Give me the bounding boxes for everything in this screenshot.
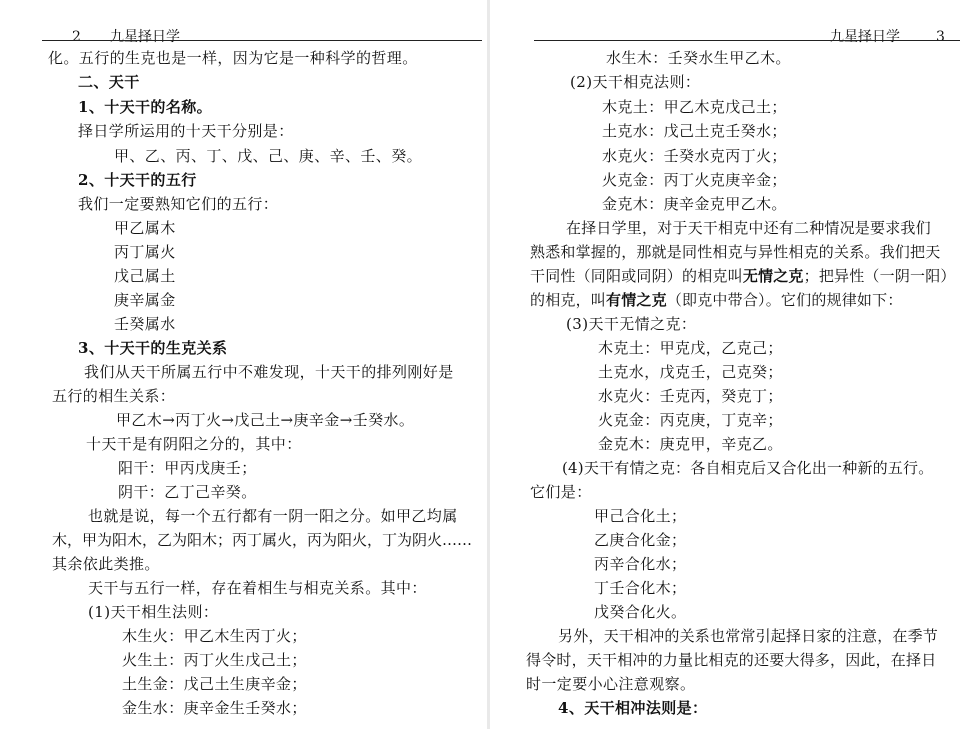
- list-item: 火克金：丙克庚，丁克辛；: [598, 411, 783, 429]
- text-line: 择日学所运用的十天干分别是：: [78, 122, 294, 140]
- text-line: 十天干是有阴阳之分的，其中：: [86, 435, 302, 453]
- list-item: 水生木：壬癸水生甲乙木。: [606, 49, 791, 67]
- text-line: 甲、乙、丙、丁、戊、己、庚、辛、壬、癸。: [114, 147, 423, 165]
- subsection-heading: 4、天干相冲法则是：: [558, 699, 708, 717]
- subsection-heading: 3、十天干的生克关系: [78, 339, 228, 357]
- list-item: 木克土：甲克戊，乙克己；: [598, 339, 783, 357]
- list-item: 土生金：戊己土生庚辛金；: [122, 675, 307, 693]
- text-line: 另外，天干相冲的关系也常常引起择日家的注意，在季节: [558, 627, 939, 645]
- list-item: 戊癸合化火。: [594, 603, 687, 621]
- text-line: (2)天干相克法则：: [570, 73, 701, 91]
- text-line: 在择日学里，对于天干相克中还有二种情况是要求我们: [566, 219, 931, 237]
- text-line: 甲乙木→丙丁火→戊己土→庚辛金→壬癸水。: [116, 411, 415, 429]
- list-item: 金生水：庚辛金生壬癸水；: [122, 699, 307, 717]
- text-run: ；把异性（一阴一阳）: [803, 267, 956, 285]
- list-item: 壬癸属水: [114, 315, 176, 333]
- list-item: 乙庚合化金；: [594, 531, 687, 549]
- list-item: 土克水，戊克壬，己克癸；: [598, 363, 783, 381]
- text-line: (1)天干相生法则：: [88, 603, 219, 621]
- text-line: [530, 290, 903, 312]
- page-number: 2: [72, 29, 81, 45]
- list-item: 阴干：乙丁己辛癸。: [118, 483, 257, 501]
- list-item: 火生土：丙丁火生戊己土；: [122, 651, 307, 669]
- section-heading: 二、天干: [78, 73, 140, 91]
- text-line: 木，甲为阳木，乙为阳木；丙丁属火，丙为阳火，丁为阴火……: [52, 531, 473, 549]
- list-item: 戊己属土: [114, 267, 176, 285]
- list-item: 火克金：丙丁火克庚辛金；: [602, 171, 787, 189]
- text-line: 化。五行的生克也是一样，因为它是一种科学的哲理。: [48, 49, 418, 67]
- text-line: 我们一定要熟知它们的五行：: [78, 195, 279, 213]
- text-line: 五行的相生关系：: [52, 387, 176, 405]
- list-item: 金克木：庚辛金克甲乙木。: [602, 195, 787, 213]
- text-line: (3)天干无情之克：: [566, 315, 697, 333]
- list-item: 庚辛属金: [114, 291, 176, 309]
- list-item: 木克土：甲乙木克戊己土；: [602, 98, 787, 116]
- text-run: 干同性（同阳或同阴）的相克叫: [530, 267, 743, 285]
- text-line: 天干与五行一样，存在着相生与相克关系。其中：: [88, 579, 427, 597]
- list-item: 木生火：甲乙木生丙丁火；: [122, 627, 307, 645]
- text-line: 时一定要小心注意观察。: [526, 675, 696, 693]
- left-page: [0, 0, 487, 729]
- page-number: 3: [936, 29, 945, 45]
- list-item: 金克木：庚克甲，辛克乙。: [598, 435, 783, 453]
- header-rule: [42, 40, 482, 41]
- subsection-heading: 1、十天干的名称。: [78, 98, 213, 116]
- list-item: 土克水：戊己土克壬癸水；: [602, 122, 787, 140]
- text-run: （即克中带合）。它们的规律如下：: [666, 291, 903, 309]
- bold-term: 无情之克: [742, 267, 804, 285]
- text-line: 也就是说，每一个五行都有一阴一阳之分。如甲乙均属: [88, 507, 458, 525]
- right-page: [490, 0, 979, 729]
- list-item: 甲己合化土；: [594, 507, 687, 525]
- list-item: 丙丁属火: [114, 243, 176, 261]
- list-item: 水克火：壬克丙，癸克丁；: [598, 387, 783, 405]
- list-item: 水克火：壬癸水克丙丁火；: [602, 147, 787, 165]
- list-item: 阳干：甲丙戊庚壬；: [118, 459, 257, 477]
- text-run: 的相克，叫: [530, 291, 607, 309]
- subsection-heading: 2、十天干的五行: [78, 171, 197, 189]
- text-line: (4)天干有情之克：各自相克后又合化出一种新的五行。: [562, 459, 934, 477]
- text-line: 我们从天干所属五行中不难发现，十天干的排列刚好是: [84, 363, 454, 381]
- header-rule: [534, 40, 960, 41]
- running-head: 九星择日学: [110, 29, 180, 45]
- bold-term: 有情之克: [606, 291, 667, 309]
- text-line: 它们是：: [530, 483, 592, 501]
- list-item: 甲乙属木: [114, 219, 176, 237]
- text-line: 其余依此类推。: [52, 555, 160, 573]
- list-item: 丁壬合化木；: [594, 579, 687, 597]
- text-line: 得令时，天干相冲的力量比相克的还要大得多，因此，在择日: [526, 651, 937, 669]
- running-head: 九星择日学: [830, 29, 900, 45]
- list-item: 丙辛合化水；: [594, 555, 687, 573]
- text-line: 熟悉和掌握的，那就是同性相克与异性相克的关系。我们把天: [530, 243, 941, 261]
- text-line: [530, 266, 956, 288]
